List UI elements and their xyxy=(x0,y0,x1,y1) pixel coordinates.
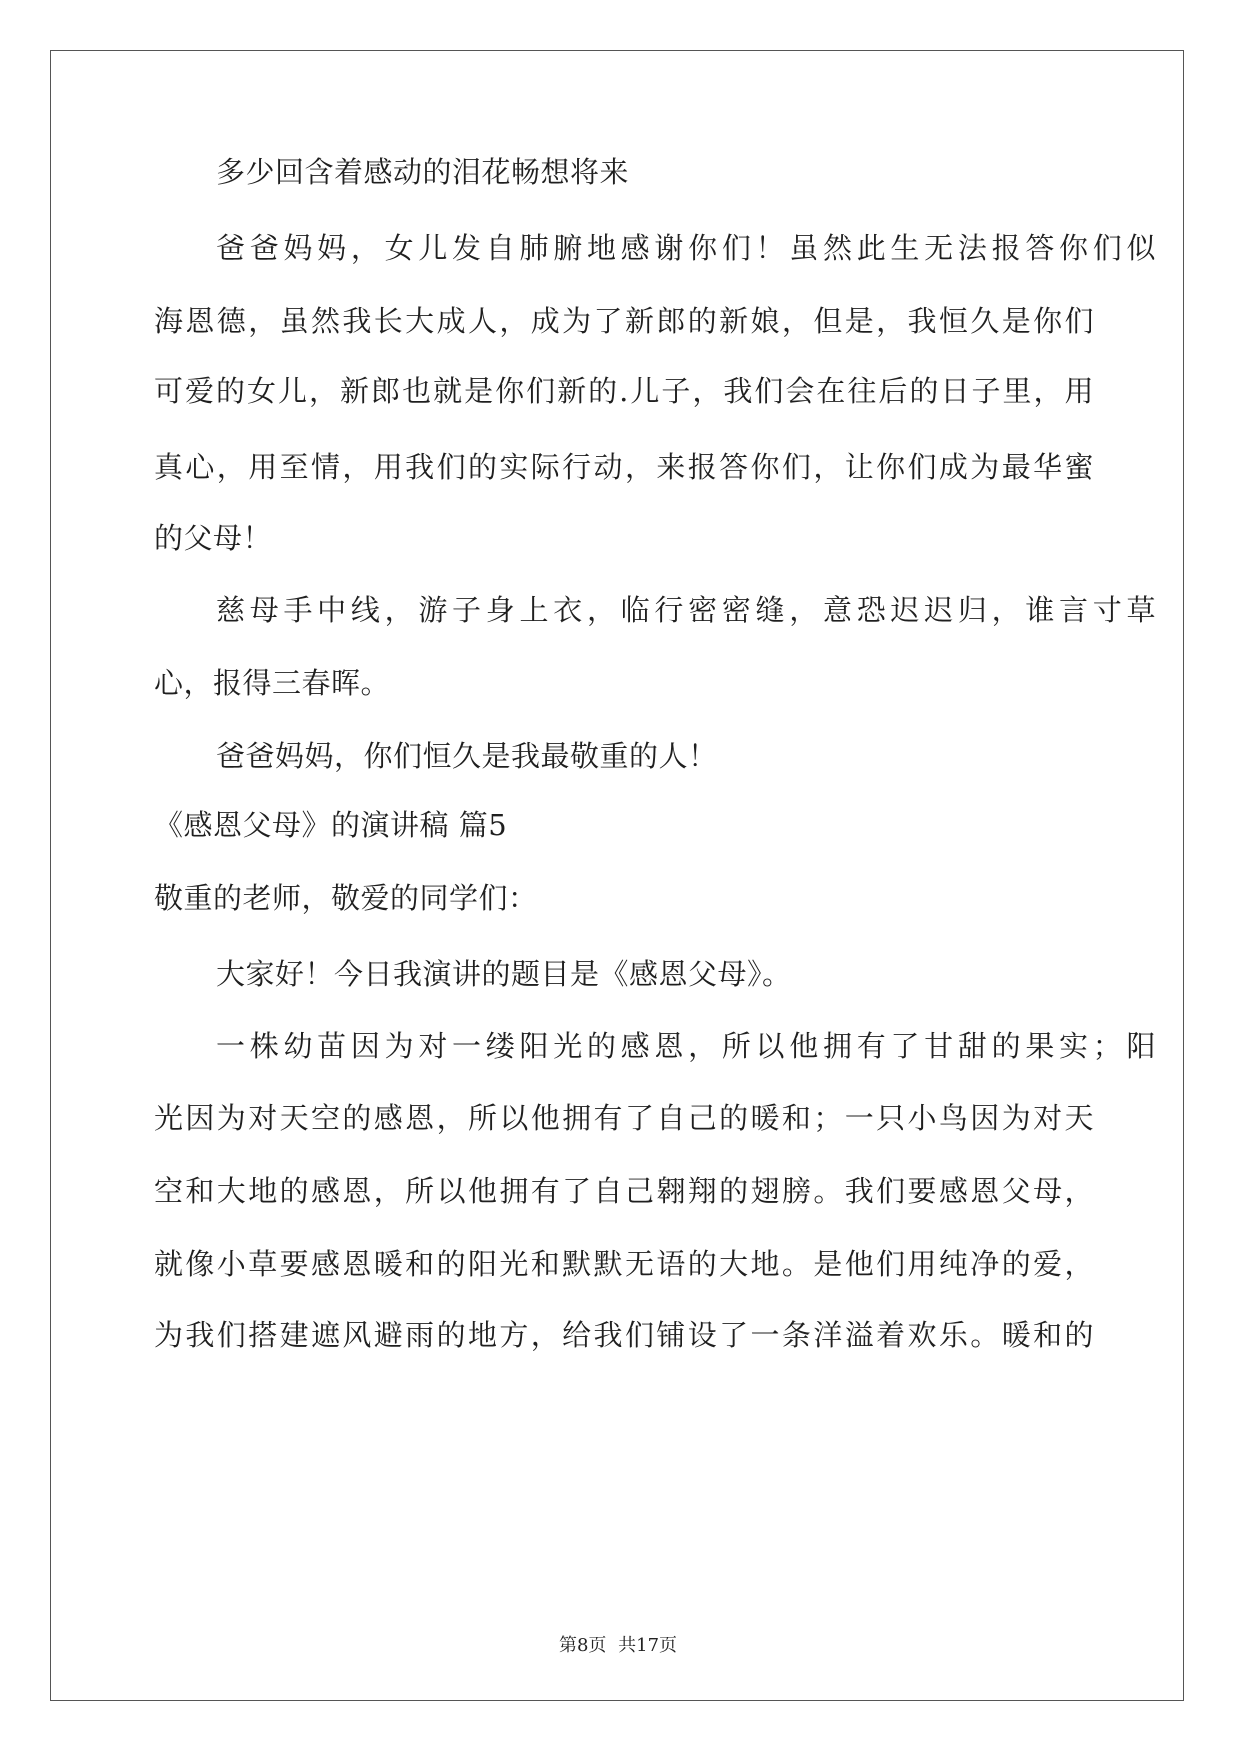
text-line: 大家好！今日我演讲的题目是《感恩父母》。 xyxy=(216,957,792,991)
document-page xyxy=(50,50,1184,1701)
total-pages: 共17页 xyxy=(618,1635,678,1656)
text-line: 海恩德，虽然我长大成人，成为了新郎的新娘，但是，我恒久是你们 xyxy=(154,304,1094,338)
text-line: 就像小草要感恩暖和的阳光和默默无语的大地。是他们用纯净的爱， xyxy=(154,1247,1094,1281)
text-line: 的父母！ xyxy=(154,521,273,555)
text-line: 可爱的女儿，新郎也就是你们新的.儿子，我们会在往后的日子里，用 xyxy=(154,374,1094,408)
text-line: 一株幼苗因为对一缕阳光的感恩，所以他拥有了甘甜的果实；阳 xyxy=(216,1029,1156,1063)
text-line: 真心，用至情，用我们的实际行动，来报答你们，让你们成为最华蜜 xyxy=(154,450,1094,484)
text-line: 慈母手中线，游子身上衣，临行密密缝，意恐迟迟归，谁言寸草 xyxy=(216,593,1156,627)
salutation: 敬重的老师，敬爱的同学们： xyxy=(154,881,538,915)
text-line: 为我们搭建遮风避雨的地方，给我们铺设了一条洋溢着欢乐。暖和的 xyxy=(154,1318,1094,1352)
page-footer xyxy=(51,1631,1185,1657)
text-line: 爸爸妈妈，你们恒久是我最敬重的人！ xyxy=(216,739,718,773)
text-line: 心，报得三春晖。 xyxy=(154,666,391,700)
text-line: 爸爸妈妈，女儿发自肺腑地感谢你们！虽然此生无法报答你们似 xyxy=(216,231,1156,265)
text-line: 多少回含着感动的泪花畅想将来 xyxy=(216,155,630,189)
section-heading: 《感恩父母》的演讲稿 篇5 xyxy=(154,808,508,842)
page-number: 第8页 xyxy=(558,1635,607,1656)
text-line: 空和大地的感恩，所以他拥有了自己翱翔的翅膀。我们要感恩父母， xyxy=(154,1174,1094,1208)
text-line: 光因为对天空的感恩，所以他拥有了自己的暖和；一只小鸟因为对天 xyxy=(154,1101,1094,1135)
